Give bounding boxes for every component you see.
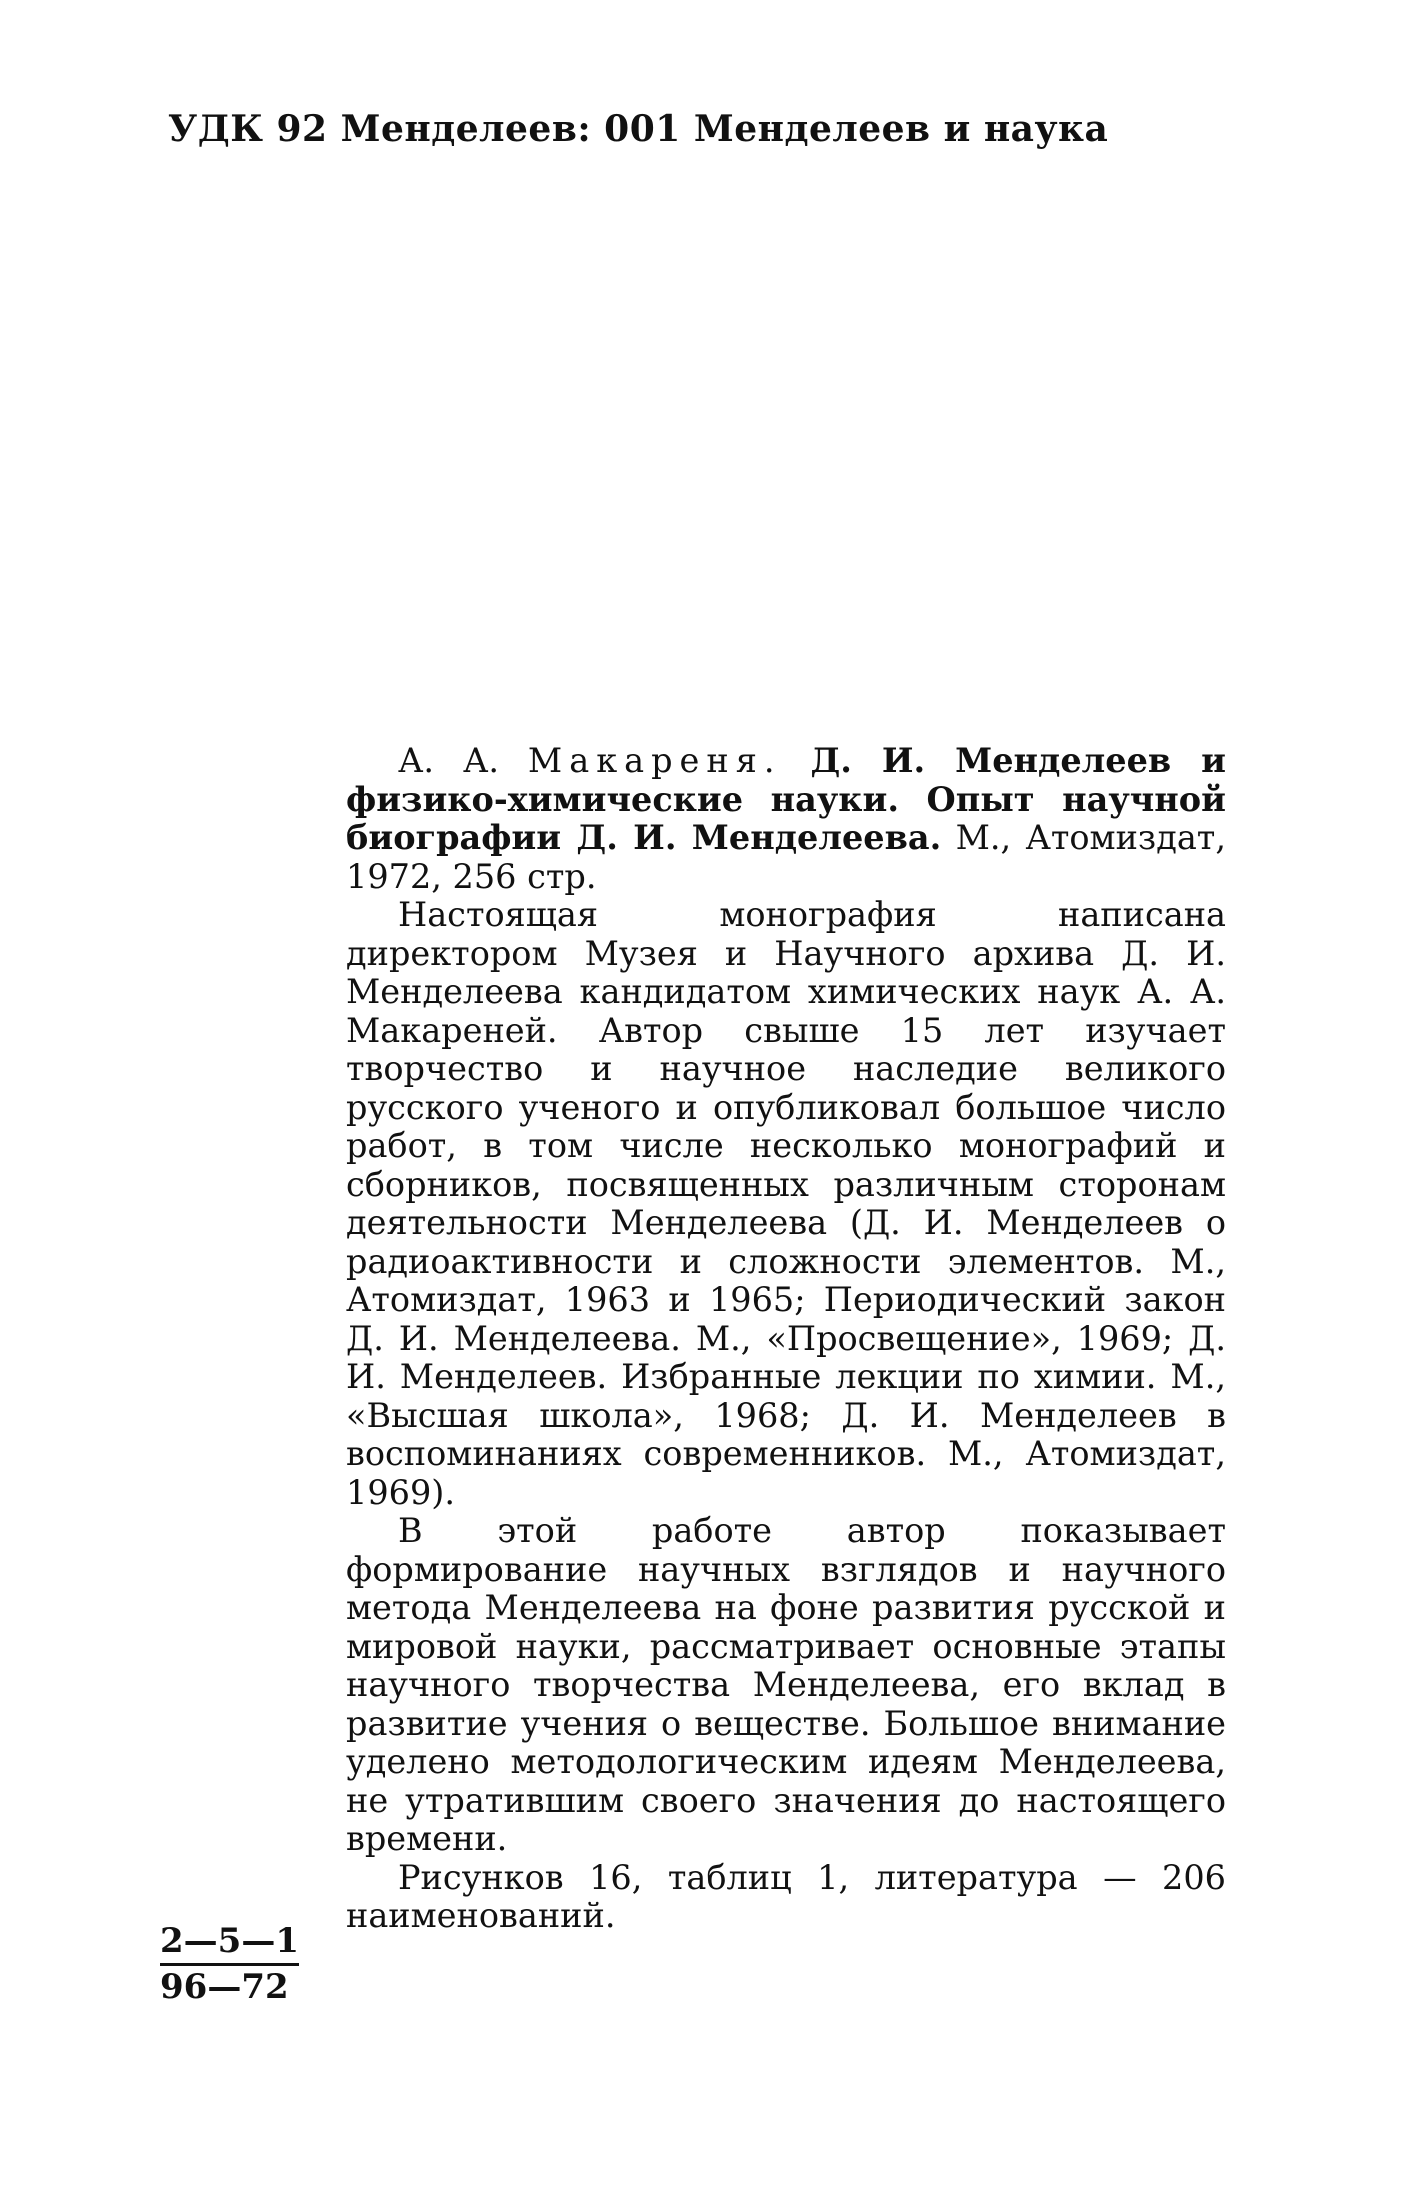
code-denominator: 96—72 xyxy=(160,1967,289,2007)
book-title: Д. И. Менделеев и физико-химические науки. Опыт научной биографии Д. И. Менделеева. xyxy=(346,741,1227,857)
abstract-paragraph-2: В этой работе автор показывает формирование научных взглядов и научного метода Менделеева на фоне развития русской и мировой науки, рассматривает основные этапы научного творчества Менделеева, его вклад в развитие учения о веществе. Большое внимание уделено методологическим идеям Менделеева, не утратившим своего значения до настоящего времени. xyxy=(346,1511,1226,1858)
author-initials: А. А. xyxy=(398,741,528,780)
annotation-block xyxy=(346,742,1226,1936)
udk-classification: УДК 92 Менделеев: 001 Менделеев и наука xyxy=(168,108,1109,150)
author-surname: Макареня. xyxy=(527,741,782,780)
bibliographic-citation xyxy=(346,742,1226,896)
abstract-paragraph-3: Рисунков 16, таблиц 1, литература — 206 наименований. xyxy=(346,1857,1226,1935)
publication-code xyxy=(160,1920,299,2008)
imprint: М., Атомиздат, 1972, 256 стр. xyxy=(346,818,1226,896)
code-numerator: 2—5—1 xyxy=(160,1920,299,1966)
abstract-paragraph-1: Настоящая монография написана директором Музея и Научного архива Д. И. Менделеева кандидатом химических наук А. А. Макареней. Автор свыше 15 лет изучает творчество и научное наследие великого русского ученого и опубликовал большое число работ, в том числе несколько монографий и сборников, посвященных различным сторонам деятельности Менделеева (Д. И. Менделеев о радиоактивности и сложности элементов. М., Атомиздат, 1963 и 1965; Периодический закон Д. И. Менделеева. М., «Просвещение», 1969; Д. И. Менделеев. Избранные лекции по химии. М., «Высшая школа», 1968; Д. И. Менделеев в воспоминаниях современников. М., Атомиздат, 1969). xyxy=(346,895,1226,1512)
